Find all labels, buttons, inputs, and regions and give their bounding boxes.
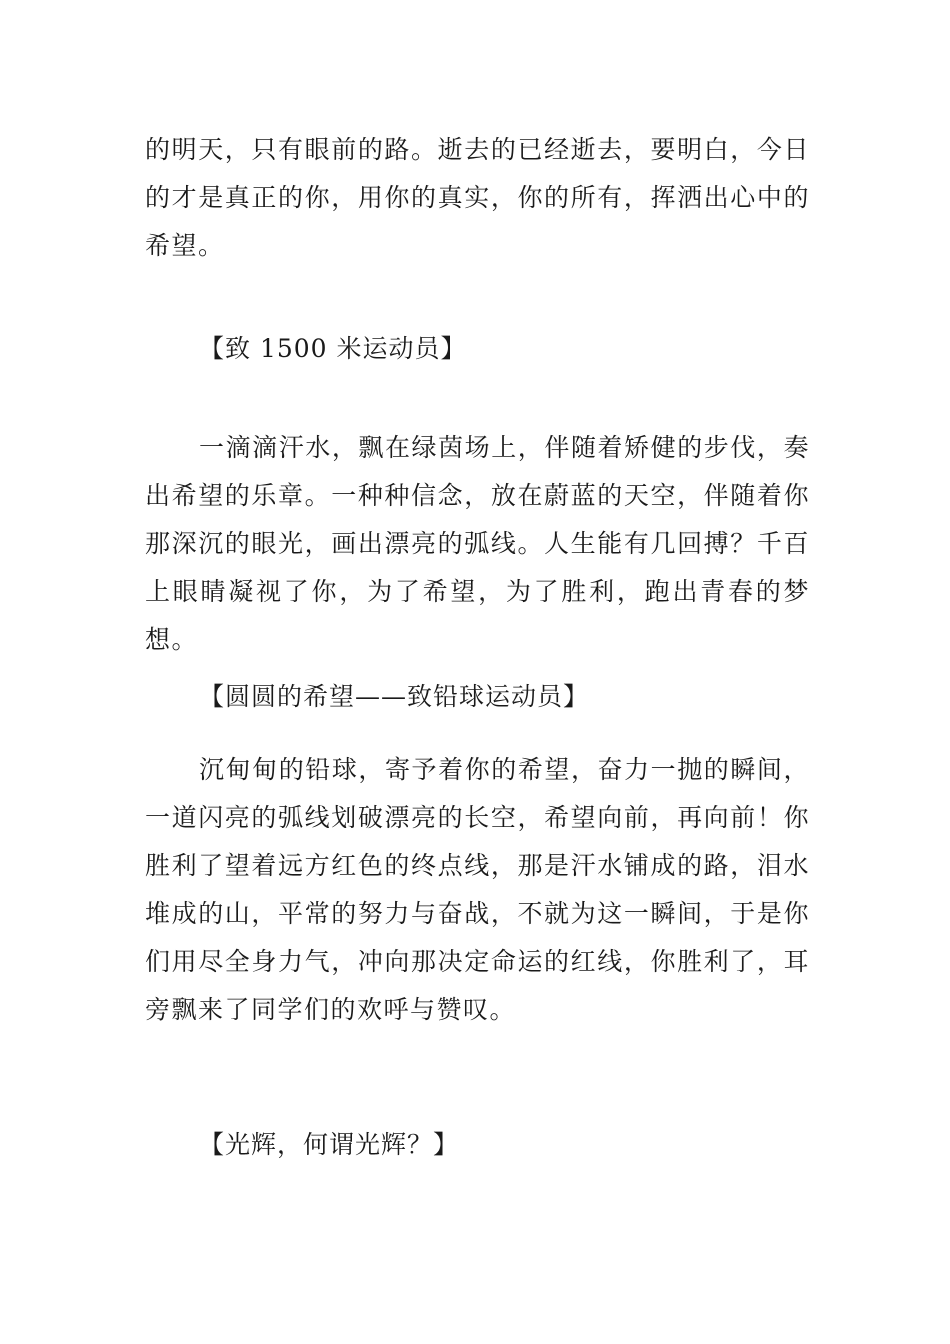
paragraph-continuation: 的明天，只有眼前的路。逝去的已经逝去，要明白，今日的才是真正的你，用你的真实，你的所有，挥洒出心中的希望。 (145, 135, 810, 260)
section-heading-glory: 【光辉，何谓光辉？】 (199, 1130, 460, 1159)
paragraph-1500m: 一滴滴汗水，飘在绿茵场上，伴随着矫健的步伐，奏出希望的乐章。一种种信念，放在蔚蓝的天空，伴随着你那深沉的眼光，画出漂亮的弧线。人生能有几回搏？千百上眼睛凝视了你，为了希望，为了胜利，跑出青春的梦想。 (145, 433, 810, 654)
paragraph-shot-put: 沉甸甸的铅球，寄予着你的希望，奋力一抛的瞬间，一道闪亮的弧线划破漂亮的长空，希望向前，再向前！你胜利了望着远方红色的终点线，那是汗水铺成的路，泪水堆成的山，平常的努力与奋战，不就为这一瞬间，于是你们用尽全身力气，冲向那决定命运的红线，你胜利了，耳旁飘来了同学们的欢呼与赞叹。 (145, 755, 810, 1024)
section-heading-1500m: 【致 1500 米运动员】 (199, 334, 467, 363)
section-heading-shot-put: 【圆圆的希望——致铅球运动员】 (199, 682, 590, 711)
